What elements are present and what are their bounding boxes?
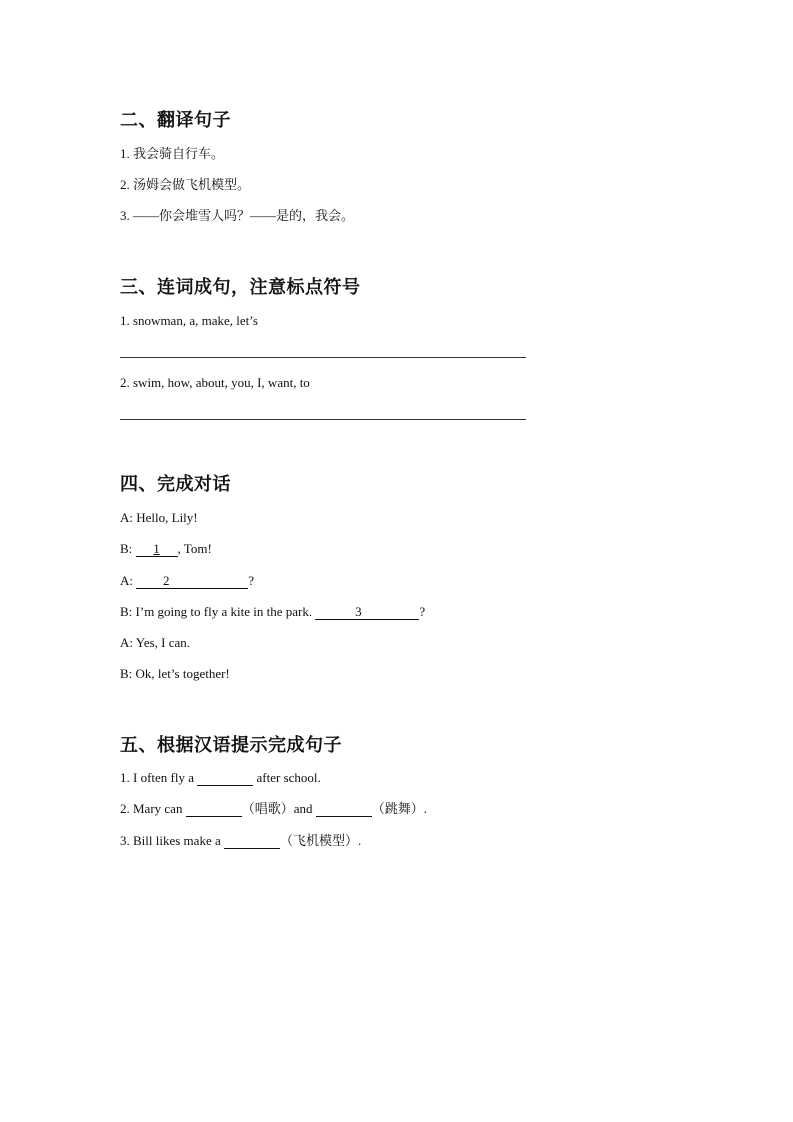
translate-item-1: 1. 我会骑自行车。 [120,146,225,161]
sentence-2-hint-2: （跳舞）. [371,801,427,816]
blank-2-number: 2 [163,573,170,588]
dialog-line-2-suffix: , Tom! [177,541,212,556]
sentence-2-hint-1: （唱歌）and [241,801,316,816]
sentence-2-blank-2[interactable] [316,802,372,817]
blank-3-number: 3 [355,604,362,619]
answer-line-2[interactable] [120,419,526,420]
sentence-2-blank-1[interactable] [186,802,242,817]
dialog-line-2-prefix: B: [120,541,136,556]
translate-item-3: 3. ——你会堆雪人吗？——是的，我会。 [120,208,355,223]
dialog-line-4-prefix: B: I’m going to fly a kite in the park. [120,604,316,619]
section-5-title: 五、根据汉语提示完成句子 [120,735,342,756]
sentence-1-suffix: after school. [253,770,321,785]
blank-1[interactable] [136,542,178,557]
translate-item-2: 2. 汤姆会做飞机模型。 [120,177,251,192]
sentence-1-blank[interactable] [197,771,253,786]
section-2-title: 二、翻译句子 [120,110,231,131]
sentence-3-prefix: 3. Bill likes make a [120,833,224,848]
section-3-title: 三、连词成句，注意标点符号 [120,277,361,298]
sentence-2-prefix: 2. Mary can [120,801,186,816]
complete-sentence-2 [120,801,427,817]
answer-line-1[interactable] [120,357,526,358]
blank-2[interactable] [136,574,248,589]
sentence-3-hint: （飞机模型）. [279,833,362,848]
dialog-line-2 [120,541,212,557]
reorder-item-2: 2. swim, how, about, you, I, want, to [120,375,310,390]
blank-1-number: 1 [153,541,160,556]
sentence-1-prefix: 1. I often fly a [120,770,198,785]
dialog-line-4 [120,604,425,620]
dialog-line-4-suffix: ? [419,604,426,619]
dialog-line-3-prefix: A: [120,573,137,588]
blank-3[interactable] [315,605,419,620]
dialog-line-6: B: Ok, let’s together! [120,666,230,681]
dialog-line-5: A: Yes, I can. [120,635,191,650]
complete-sentence-3 [120,833,361,849]
complete-sentence-1 [120,770,321,786]
dialog-line-3-suffix: ? [248,573,255,588]
sentence-3-blank[interactable] [224,834,280,849]
dialog-line-3 [120,573,254,589]
reorder-item-1: 1. snowman, a, make, let’s [120,313,258,328]
section-4-title: 四、完成对话 [120,474,231,495]
dialog-line-1: A: Hello, Lily! [120,510,198,525]
